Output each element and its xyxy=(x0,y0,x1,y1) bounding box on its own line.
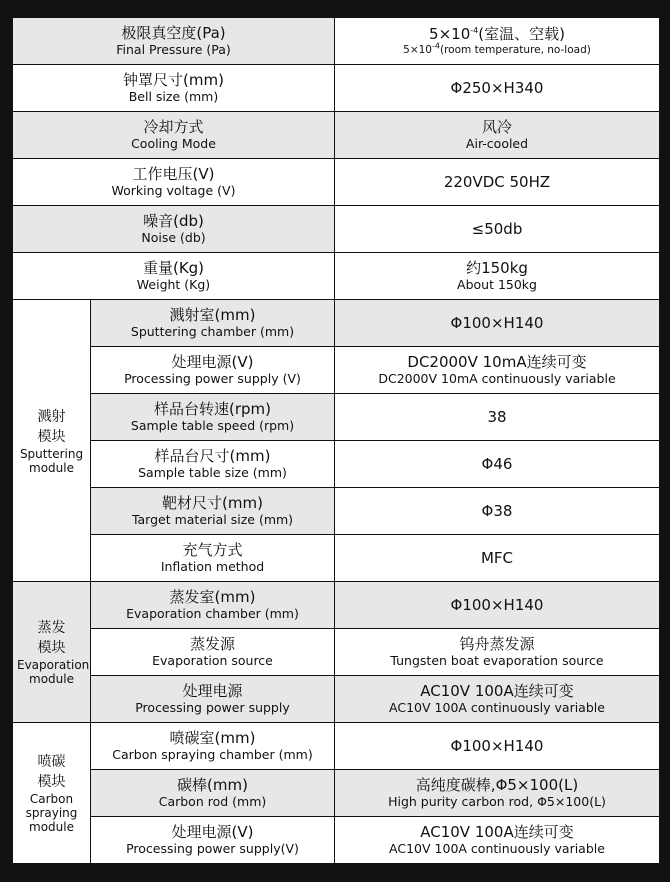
param-zh: 靶材尺寸(mm) xyxy=(162,494,263,512)
value: Φ38 xyxy=(481,502,513,520)
param-zh: 样品台转速(rpm) xyxy=(153,400,271,418)
param-en: Weight (Kg) xyxy=(136,277,211,292)
value-cell xyxy=(335,347,660,394)
table-row xyxy=(13,159,660,206)
param-en: Carbon rod (mm) xyxy=(158,794,267,809)
param-en: Processing power supply(V) xyxy=(126,841,299,856)
param-zh: 工作电压(V) xyxy=(132,165,215,183)
param-cell xyxy=(91,535,335,582)
group-zh-line1: 喷碳 xyxy=(37,754,66,770)
param-cell xyxy=(91,723,335,770)
value-cell xyxy=(335,18,660,65)
value-zh: 钨舟蒸发源 xyxy=(459,635,535,653)
table-row xyxy=(13,65,660,112)
param-zh: 重量(Kg) xyxy=(142,259,205,277)
table-row xyxy=(13,441,660,488)
value: Φ100×H140 xyxy=(450,737,544,755)
value-zh: 风冷 xyxy=(481,118,512,136)
value: 38 xyxy=(487,408,507,426)
group-en: Carbon spraying module xyxy=(25,792,78,834)
param-zh: 碳棒(mm) xyxy=(177,776,248,794)
param-zh: 极限真空度(Pa) xyxy=(121,24,226,42)
param-cell xyxy=(91,347,335,394)
value-cell xyxy=(335,535,660,582)
value-cell xyxy=(335,300,660,347)
param-en: Processing power supply xyxy=(135,700,290,715)
table-row xyxy=(13,206,660,253)
param-cell xyxy=(13,18,335,65)
value-cell xyxy=(335,441,660,488)
value-cell xyxy=(335,65,660,112)
value-en: DC2000V 10mA continuously variable xyxy=(378,371,616,386)
table-row xyxy=(13,723,660,770)
value-en: Air-cooled xyxy=(465,136,529,151)
param-zh: 处理电源 xyxy=(182,682,243,700)
value-cell xyxy=(335,582,660,629)
param-en: Inflation method xyxy=(160,559,265,574)
value-en: High purity carbon rod, Φ5×100(L) xyxy=(388,794,606,809)
table-row xyxy=(13,300,660,347)
table-row xyxy=(13,676,660,723)
value-cell xyxy=(335,159,660,206)
table-row xyxy=(13,770,660,817)
param-cell xyxy=(91,441,335,488)
param-cell xyxy=(91,300,335,347)
value-en: AC10V 100A continuously variable xyxy=(389,700,605,715)
value-cell xyxy=(335,488,660,535)
param-zh: 溅射室(mm) xyxy=(169,306,256,324)
spec-sheet xyxy=(12,17,659,872)
value-zh: AC10V 100A连续可变 xyxy=(420,823,574,841)
param-zh: 蒸发源 xyxy=(189,635,235,653)
specifications-table xyxy=(12,17,660,864)
param-zh: 喷碳室(mm) xyxy=(169,729,256,747)
group-cell-sputtering xyxy=(13,300,91,582)
value-cell xyxy=(335,723,660,770)
value-cell xyxy=(335,112,660,159)
value: Φ46 xyxy=(481,455,513,473)
group-zh-line2: 模块 xyxy=(37,640,66,656)
group-zh-line2: 模块 xyxy=(37,428,66,445)
value-zh: 高纯度碳棒,Φ5×100(L) xyxy=(415,776,579,794)
param-cell xyxy=(91,394,335,441)
group-cell-carbon xyxy=(13,723,91,864)
group-zh-line1: 溅射 xyxy=(37,408,66,425)
value: Φ250×H340 xyxy=(450,79,544,97)
value-cell xyxy=(335,770,660,817)
table-row xyxy=(13,629,660,676)
param-cell xyxy=(91,770,335,817)
group-en: Sputtering module xyxy=(19,446,84,475)
param-cell xyxy=(91,488,335,535)
table-row xyxy=(13,582,660,629)
value-cell xyxy=(335,676,660,723)
table-row xyxy=(13,488,660,535)
param-en: Sample table speed (rpm) xyxy=(130,418,295,433)
value-zh: DC2000V 10mA连续可变 xyxy=(407,353,587,371)
param-zh: 处理电源(V) xyxy=(171,353,254,371)
value-en: Tungsten boat evaporation source xyxy=(390,653,604,668)
param-cell xyxy=(91,629,335,676)
value-zh: $5\times 10^{-4}$(室温、空载) xyxy=(429,25,565,43)
value-cell xyxy=(335,817,660,864)
param-cell xyxy=(13,65,335,112)
value-zh: 约150kg xyxy=(466,259,528,277)
param-en: Sputtering chamber (mm) xyxy=(130,324,295,339)
value-en: $5\times 10^{-4}(room$ temperature, no-load) xyxy=(403,41,591,56)
param-cell xyxy=(13,206,335,253)
param-en: Evaporation source xyxy=(152,653,273,668)
param-zh: 充气方式 xyxy=(182,541,243,559)
group-zh-line1: 蒸发 xyxy=(37,620,66,636)
value: MFC xyxy=(480,549,514,567)
param-en: Target material size (mm) xyxy=(131,512,294,527)
table-row xyxy=(13,112,660,159)
param-cell xyxy=(91,817,335,864)
value: 220VDC 50HZ xyxy=(443,173,551,191)
value-en: About 150kg xyxy=(457,277,537,292)
value-cell xyxy=(335,394,660,441)
table-row xyxy=(13,817,660,864)
param-cell xyxy=(13,253,335,300)
table-row xyxy=(13,253,660,300)
value-cell xyxy=(335,206,660,253)
param-zh: 钟罩尺寸(mm) xyxy=(123,71,224,89)
value-cell xyxy=(335,253,660,300)
param-zh: 蒸发室(mm) xyxy=(169,588,256,606)
param-zh: 噪音(db) xyxy=(143,212,204,230)
value: Φ100×H140 xyxy=(450,596,544,614)
param-cell xyxy=(13,159,335,206)
value-cell xyxy=(335,629,660,676)
param-en: Noise (db) xyxy=(141,230,206,245)
group-en: Evaporation module xyxy=(17,658,90,686)
param-cell xyxy=(91,676,335,723)
param-en: Processing power supply (V) xyxy=(124,371,301,386)
param-en: Carbon spraying chamber (mm) xyxy=(112,747,313,762)
table-row xyxy=(13,18,660,65)
value-en: AC10V 100A continuously variable xyxy=(389,841,605,856)
group-zh-line2: 模块 xyxy=(37,774,66,790)
param-zh: 样品台尺寸(mm) xyxy=(154,447,271,465)
param-en: Bell size (mm) xyxy=(128,89,219,104)
value: ≤50db xyxy=(471,220,523,238)
param-zh: 冷却方式 xyxy=(143,118,204,136)
param-cell xyxy=(13,112,335,159)
group-cell-evaporation xyxy=(13,582,91,723)
value: Φ100×H140 xyxy=(450,314,544,332)
param-en: Evaporation chamber (mm) xyxy=(126,606,299,621)
table-row xyxy=(13,394,660,441)
param-en: Cooling Mode xyxy=(131,136,216,151)
param-en: Sample table size (mm) xyxy=(138,465,287,480)
param-zh: 处理电源(V) xyxy=(171,823,254,841)
param-en: Final Pressure (Pa) xyxy=(116,42,231,57)
value-zh: AC10V 100A连续可变 xyxy=(420,682,574,700)
table-row xyxy=(13,347,660,394)
param-en: Working voltage (V) xyxy=(111,183,236,198)
param-cell xyxy=(91,582,335,629)
table-row xyxy=(13,535,660,582)
